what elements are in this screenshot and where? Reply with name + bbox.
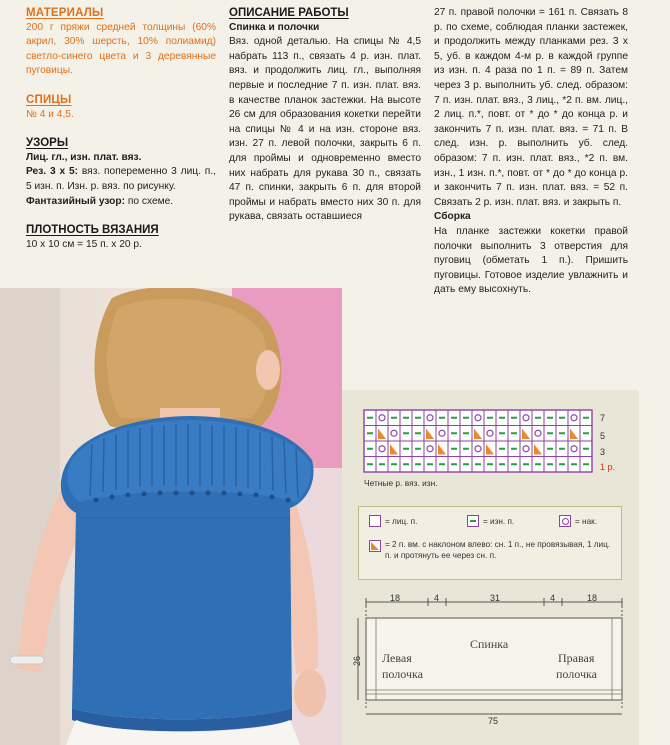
purl-stitch-icon — [571, 463, 577, 465]
patterns-heading: УЗОРЫ — [26, 137, 69, 150]
purl-stitch-icon — [583, 463, 589, 465]
k2tog-left-icon — [369, 540, 381, 552]
purl-stitch-icon — [511, 448, 517, 450]
purl-stitch-icon — [367, 417, 373, 419]
purl-stitch-icon — [535, 417, 541, 419]
label-right-front-1: Правая — [558, 651, 595, 665]
legend-k2tog: = 2 п. вм. с наклоном влево: сн. 1 п., не провязывая, 1 лиц. п. и протянуть ее через сн. п. — [369, 539, 615, 561]
fancy-pattern — [26, 195, 216, 210]
row-number-7: 7 — [600, 413, 606, 423]
legend-yarn-over: = нак. — [559, 515, 597, 527]
dim-top-5: 18 — [587, 593, 598, 603]
purl-stitch-icon — [427, 463, 433, 465]
gauge-heading: ПЛОТНОСТЬ ВЯЗАНИЯ — [26, 224, 159, 237]
left-column — [26, 6, 216, 252]
purl-stitch-icon — [415, 432, 421, 434]
legend-purl: = изн. п. — [467, 515, 514, 527]
purl-stitch-icon — [463, 448, 469, 450]
purl-stitch-icon — [547, 448, 553, 450]
purl-stitch-icon — [511, 463, 517, 465]
fancy-text: по схеме. — [127, 195, 174, 207]
purl-stitch-icon — [451, 432, 457, 434]
dim-top-3: 31 — [490, 593, 501, 603]
purl-stitch-icon — [523, 463, 529, 465]
purl-stitch-icon — [511, 417, 517, 419]
dim-width: 75 — [488, 716, 499, 726]
purl-stitch-icon — [439, 463, 445, 465]
purl-stitch-icon — [391, 417, 397, 419]
purl-stitch-icon — [451, 417, 457, 419]
purl-stitch-icon — [467, 515, 479, 527]
purl-stitch-icon — [415, 417, 421, 419]
right-column — [434, 6, 628, 298]
photo-illustration — [0, 288, 342, 745]
materials-text: 200 г пряжи средней толщины (60% акрил, 30% шерсть, 10% полиамид) светло-синего цвета и 3 деревянные пуговицы. — [26, 21, 216, 77]
purl-stitch-icon — [439, 417, 445, 419]
description-text: Вяз. одной деталью. На спицы № 4,5 набрать 113 п., связать 4 р. изн. плат. вяз. и продолжить лиц. гл., выполняя первые и последние 7 п. изн. плат. вяз. в качестве планок застежки. На высоте 26 см для образования кокетки перейти на спицы № 4 и на изн. стороне вяз. изн. 27 п. левой полочки, закрыть 6 п. для проймы и одновременно вместо них набрать для рукава 30 п., связать 47 п. спинки, закрыть 6 п. для второй проймы и набрать вместо них 30 п. для рукава, связать оставшиеся — [229, 36, 421, 223]
purl-stitch-icon — [475, 463, 481, 465]
purl-stitch-icon — [415, 463, 421, 465]
purl-stitch-icon — [391, 463, 397, 465]
needles-heading: СПИЦЫ — [26, 93, 72, 106]
purl-stitch-icon — [463, 417, 469, 419]
purl-stitch-icon — [499, 463, 505, 465]
dim-top-1: 18 — [390, 593, 401, 603]
dim-top-2: 4 — [434, 593, 440, 603]
purl-stitch-icon — [451, 448, 457, 450]
chart-grid — [364, 410, 592, 472]
rib-text: вяз. попеременно 3 лиц. п., 5 изн. п. Изн. р. вяз. по рисунку. — [26, 166, 216, 192]
rib-pattern — [26, 165, 216, 194]
label-back: Спинка — [470, 637, 509, 651]
purl-stitch-icon — [583, 432, 589, 434]
purl-stitch-icon — [403, 417, 409, 419]
purl-stitch-icon — [367, 432, 373, 434]
purl-stitch-icon — [367, 463, 373, 465]
purl-stitch-icon — [583, 417, 589, 419]
purl-stitch-icon — [559, 432, 565, 434]
purl-stitch-icon — [403, 432, 409, 434]
row-number-3: 3 — [600, 447, 606, 457]
materials-heading: МАТЕРИАЛЫ — [26, 7, 104, 19]
knitting-chart — [362, 408, 662, 500]
label-left-front-1: Левая — [382, 651, 412, 665]
purl-stitch-icon — [415, 448, 421, 450]
label-right-front-2: полочка — [556, 667, 597, 681]
patterns-line1: Лиц. гл., изн. плат. вяз. — [26, 151, 142, 163]
child-sweater-photo — [0, 288, 342, 745]
needles-text: № 4 и 4,5. — [26, 108, 74, 120]
knit-stitch-icon — [369, 515, 381, 527]
row-number-1: 1 р. — [600, 462, 616, 472]
middle-column — [229, 6, 421, 225]
gauge-text: 10 х 10 см = 15 п. х 20 р. — [26, 238, 142, 250]
purl-stitch-icon — [535, 463, 541, 465]
purl-stitch-icon — [511, 432, 517, 434]
dim-top-4: 4 — [550, 593, 556, 603]
assembly-heading: Сборка — [434, 211, 471, 223]
purl-stitch-icon — [403, 463, 409, 465]
purl-stitch-icon — [547, 432, 553, 434]
symbol-legend — [358, 506, 622, 580]
purl-stitch-icon — [487, 463, 493, 465]
continuation-text: 27 п. правой полочки = 161 п. Связать 8 р. по схеме, соблюдая планки застежек, и продолжить между планками рез. 3 х 5, уб. в каждом 4-м р. в каждой группе из изн. п. 4 раза по 1 п. = 89 п. Затем через 3 р. выполнить уб. след. образом: 7 п. изн. плат. вяз., 3 лиц., *2 п. вм. лиц., 2 лиц. п.*, повт. от * до * до конца р. и закончить 7 п. изн. плат. вяз. = 71 п. В след. изн. р. выполнить уб. след. образом: 7 п. изн. плат. вяз., *2 п. вм. изн., 1 изн. п.*, повт. от * до * до конца р. и закончить 7 п. изн. плат. вяз. = 52 п. Связать 2 р. изн. плат. вяз. и закрыть п. — [434, 7, 628, 208]
purl-stitch-icon — [547, 463, 553, 465]
description-subheading: Спинка и полочки — [229, 21, 320, 33]
purl-stitch-icon — [451, 463, 457, 465]
purl-stitch-icon — [559, 417, 565, 419]
purl-stitch-icon — [559, 448, 565, 450]
purl-stitch-icon — [403, 448, 409, 450]
dim-height: 26 — [352, 655, 362, 666]
purl-stitch-icon — [463, 432, 469, 434]
yarn-over-icon — [559, 515, 571, 527]
purl-stitch-icon — [487, 417, 493, 419]
legend-knit: = лиц. п. — [369, 515, 417, 527]
garment-schematic — [352, 590, 632, 730]
label-left-front-2: полочка — [382, 667, 423, 681]
assembly-text: На планке застежки кокетки правой полочки выполнить 3 отверстия для пуговиц (обметать 1 п.). Пришить пуговицы. Готовое изделие увлажнить и дать ему высохнуть. — [434, 225, 628, 296]
purl-stitch-icon — [499, 432, 505, 434]
purl-stitch-icon — [367, 448, 373, 450]
purl-stitch-icon — [379, 463, 385, 465]
fancy-label: Фантазийный узор: — [26, 195, 126, 207]
rib-label: Рез. 3 х 5: — [26, 166, 79, 178]
purl-stitch-icon — [559, 463, 565, 465]
purl-stitch-icon — [499, 448, 505, 450]
purl-stitch-icon — [463, 463, 469, 465]
purl-stitch-icon — [547, 417, 553, 419]
chart-caption: Четные р. вяз. изн. — [364, 478, 438, 488]
purl-stitch-icon — [583, 448, 589, 450]
purl-stitch-icon — [499, 417, 505, 419]
description-heading: ОПИСАНИЕ РАБОТЫ — [229, 7, 349, 19]
row-number-5: 5 — [600, 431, 606, 441]
